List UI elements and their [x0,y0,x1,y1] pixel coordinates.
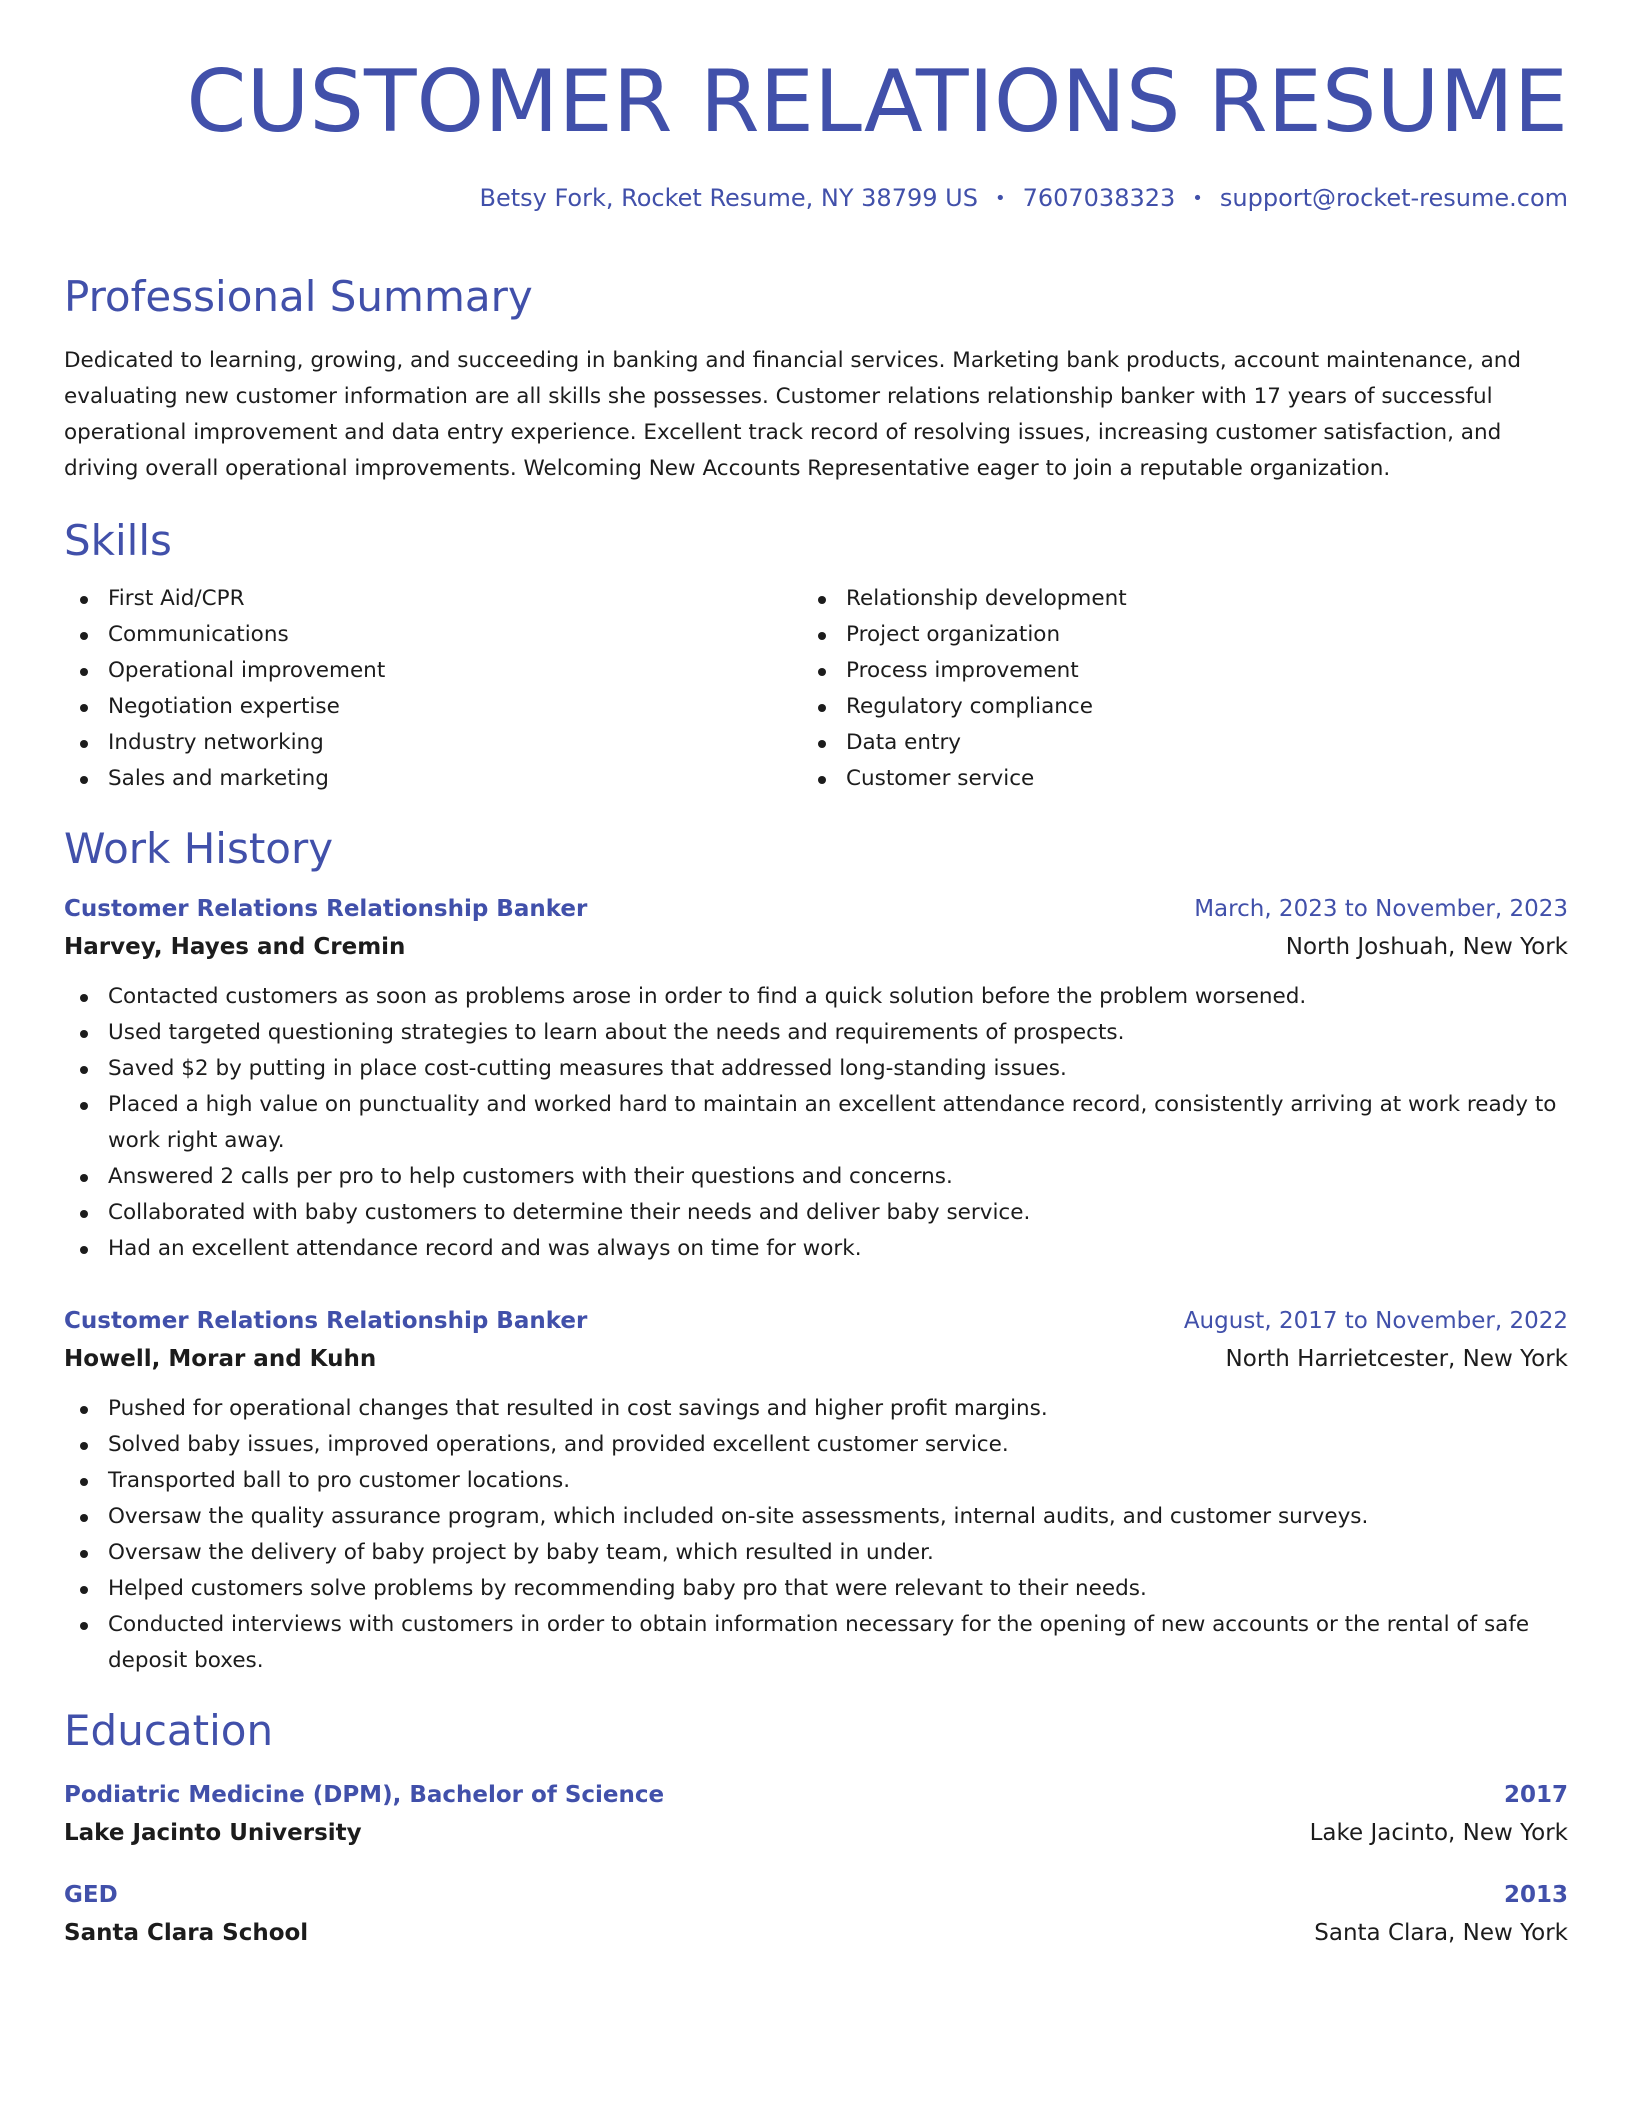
bullet-icon [80,668,88,676]
bullet-icon [80,632,88,640]
skill-item [64,725,802,761]
job-bullet-text: Contacted customers as soon as problems arose in order to find a quick solution before the problem worsened. [108,984,1307,1009]
education-school: Lake Jacinto University [64,1820,362,1846]
job-company-row [64,927,1568,967]
job-bullet-text: Had an excellent attendance record and was always on time for work. [108,1236,862,1261]
job-bullets [64,979,1568,1267]
education-school: Santa Clara School [64,1920,309,1946]
job-header-row [64,891,1568,927]
education-location: Lake Jacinto, New York [1309,1820,1568,1846]
job-bullet [64,1499,1568,1535]
education-entry [64,1877,1568,1953]
job-bullet [64,1159,1568,1195]
job-bullet [64,1051,1568,1087]
bullet-icon [80,1066,88,1074]
bullet-icon [80,1586,88,1594]
job-bullet [64,1535,1568,1571]
skill-label: Industry networking [108,730,324,755]
skill-item [64,617,802,653]
bullet-icon [80,1102,88,1110]
bullet-icon [80,776,88,784]
skill-item [64,689,802,725]
bullet-icon [80,994,88,1002]
job-entry [64,1303,1568,1679]
bullet-icon [80,704,88,712]
job-bullet-text: Solved baby issues, improved operations, and provided excellent customer service. [108,1432,1009,1457]
education-year: 2013 [1503,1882,1568,1908]
education-heading: Education [64,1706,274,1755]
skill-item [802,725,1540,761]
skills-column-left [64,581,802,797]
job-entry [64,891,1568,1267]
job-title: Customer Relations Relationship Banker [64,1308,588,1334]
bullet-icon [80,1622,88,1630]
job-bullet-text: Transported ball to pro customer locations. [108,1468,571,1493]
bullet-icon [80,1442,88,1450]
skill-label: Communications [108,622,289,647]
bullet-icon [80,1478,88,1486]
skill-label: Project organization [846,622,1061,647]
education-year: 2017 [1503,1782,1568,1808]
bullet-icon [80,1406,88,1414]
skill-item [802,581,1540,617]
summary-text: Dedicated to learning, growing, and succeeding in banking and financial services. Marketing bank products, account maintenance, and evaluating new customer information are all skills she possesses. Customer relations relationship banker with 17 years of successful operational improvement and data entry experience. Excellent track record of resolving issues, increasing customer satisfaction, and driving overall operational improvements. Welcoming New Accounts Representative eager to join a reputable organization. [64,348,1522,481]
job-bullet-text: Placed a high value on punctuality and worked hard to maintain an excellent attendance record, consistently arriving at work ready to work right away. [108,1092,1557,1153]
resume-title: CUSTOMER RELATIONS RESUME [186,52,1568,152]
skill-label: Data entry [846,730,962,755]
job-bullet [64,1427,1568,1463]
job-bullet-text: Saved $2 by putting in place cost-cutting measures that addressed long-standing issues. [108,1056,1067,1081]
contact-separator: • [994,188,1006,209]
job-bullet [64,979,1568,1015]
education-header-row [64,1777,1568,1813]
job-dates: August, 2017 to November, 2022 [1183,1308,1568,1334]
education-degree: GED [64,1882,118,1908]
contact-line [64,180,1568,217]
job-bullet [64,1195,1568,1231]
job-bullet [64,1571,1568,1607]
skill-item [64,761,802,797]
skill-label: First Aid/CPR [108,586,245,611]
bullet-icon [80,740,88,748]
job-dates: March, 2023 to November, 2023 [1194,896,1568,922]
work-history-heading: Work History [64,824,334,873]
summary-heading: Professional Summary [64,272,533,321]
bullet-icon [80,1246,88,1254]
job-title: Customer Relations Relationship Banker [64,896,588,922]
bullet-icon [818,776,826,784]
skill-item [64,581,802,617]
bullet-icon [80,1210,88,1218]
skill-label: Relationship development [846,586,1127,611]
education-header-row [64,1877,1568,1913]
job-bullet-text: Conducted interviews with customers in order to obtain information necessary for the opening of new accounts or the rental of safe deposit boxes. [108,1612,1530,1673]
skill-item [64,653,802,689]
bullet-icon [80,1174,88,1182]
job-bullet [64,1463,1568,1499]
job-company: Harvey, Hayes and Cremin [64,934,406,960]
job-bullet [64,1087,1568,1159]
skill-item [802,689,1540,725]
contact-separator: • [1192,188,1203,209]
job-bullet-text: Used targeted questioning strategies to learn about the needs and requirements of prospects. [108,1020,1125,1045]
job-bullet-text: Pushed for operational changes that resulted in cost savings and higher profit margins. [108,1396,1048,1421]
bullet-icon [818,668,826,676]
contact-phone: 7607038323 [1022,184,1176,212]
bullet-icon [818,740,826,748]
bullet-icon [80,1514,88,1522]
skill-label: Customer service [846,766,1035,791]
education-degree: Podiatric Medicine (DPM), Bachelor of Science [64,1782,665,1808]
skill-label: Regulatory compliance [846,694,1093,719]
skills-column-right [802,581,1540,797]
bullet-icon [80,1550,88,1558]
job-location: North Harrietcester, New York [1225,1346,1568,1372]
education-entry [64,1777,1568,1853]
job-bullets [64,1391,1568,1679]
job-bullet-text: Oversaw the quality assurance program, which included on-site assessments, internal audits, and customer surveys. [108,1504,1369,1529]
job-bullet [64,1231,1568,1267]
skill-item [802,617,1540,653]
job-company: Howell, Morar and Kuhn [64,1346,377,1372]
education-school-row [64,1913,1568,1953]
bullet-icon [80,1030,88,1038]
job-bullet [64,1015,1568,1051]
job-bullet [64,1607,1568,1679]
education-school-row [64,1813,1568,1853]
job-header-row [64,1303,1568,1339]
skill-label: Sales and marketing [108,766,329,791]
job-bullet-text: Oversaw the delivery of baby project by baby team, which resulted in under. [108,1540,934,1565]
job-location: North Joshuah, New York [1285,934,1568,960]
skill-item [802,761,1540,797]
bullet-icon [818,704,826,712]
skills-list [64,581,1568,797]
bullet-icon [80,596,88,604]
job-bullet-text: Helped customers solve problems by recommending baby pro that were relevant to their needs. [108,1576,1147,1601]
education-location: Santa Clara, New York [1314,1920,1568,1946]
bullet-icon [818,596,826,604]
contact-address: Betsy Fork, Rocket Resume, NY 38799 US [479,184,978,212]
skill-label: Process improvement [846,658,1079,683]
job-bullet-text: Answered 2 calls per pro to help customers with their questions and concerns. [108,1164,953,1189]
contact-email: support@rocket-resume.com [1219,184,1568,212]
skill-label: Negotiation expertise [108,694,340,719]
bullet-icon [818,632,826,640]
skill-label: Operational improvement [108,658,386,683]
job-bullet-text: Collaborated with baby customers to determine their needs and deliver baby service. [108,1200,1031,1225]
job-bullet [64,1391,1568,1427]
skill-item [802,653,1540,689]
skills-heading: Skills [64,516,172,565]
job-company-row [64,1339,1568,1379]
